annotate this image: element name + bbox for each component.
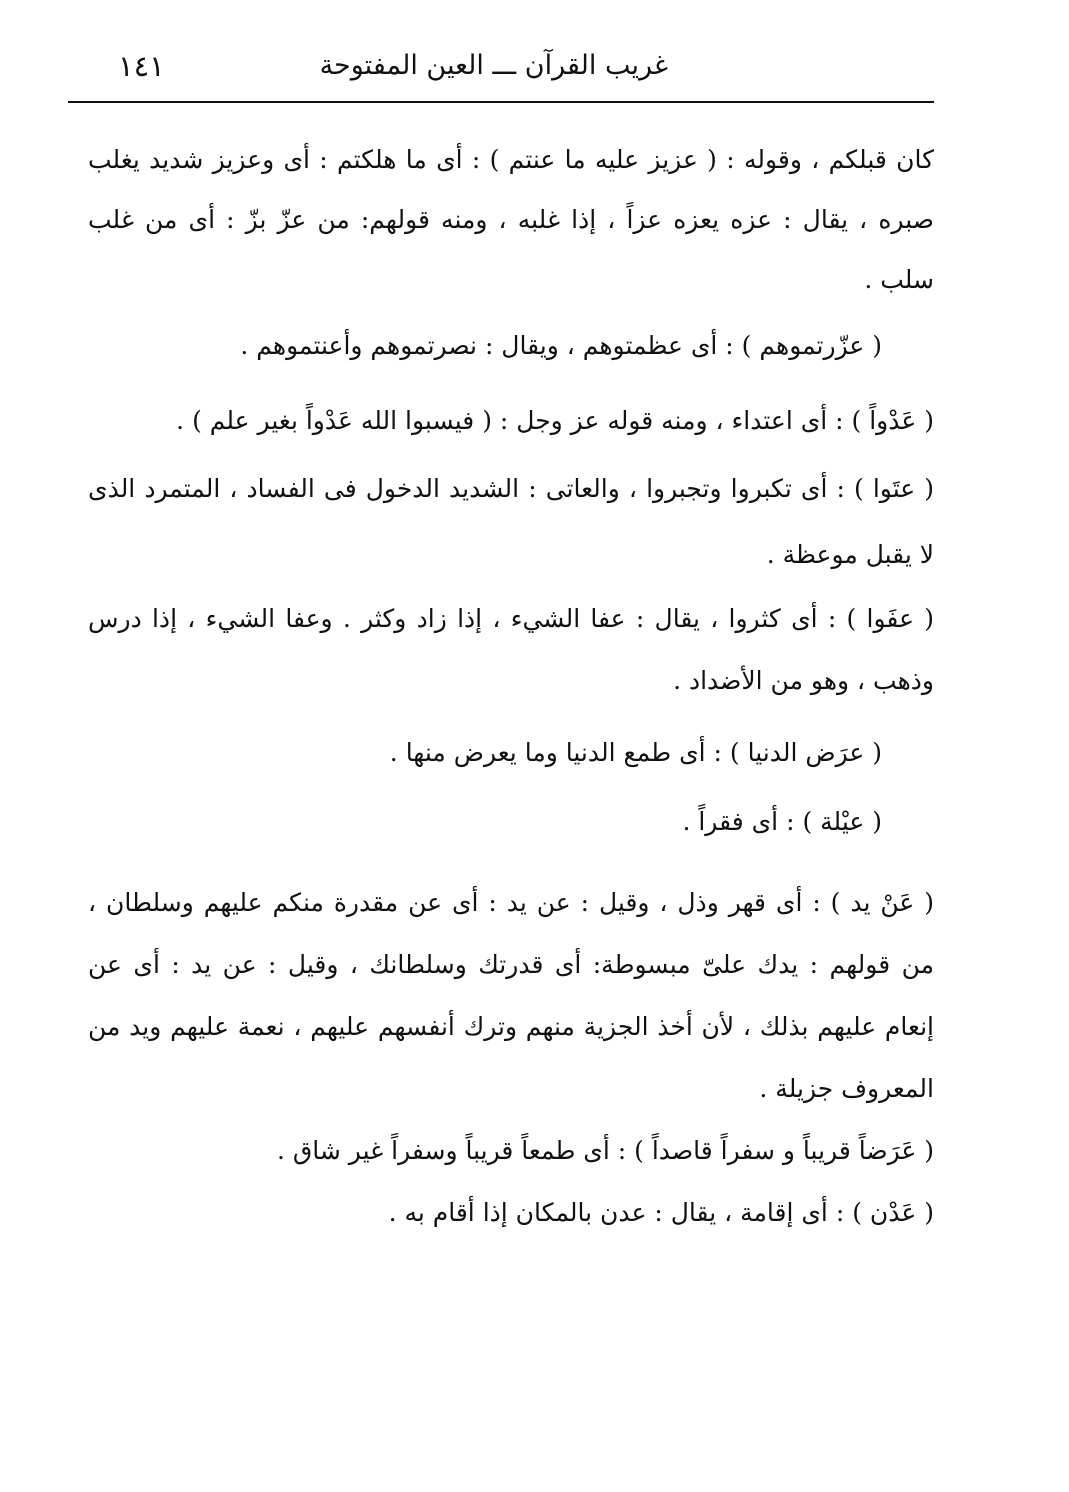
entry-azzartumuhum: ( عزّرتموهم ) : أى عظمتوهم ، ويقال : نصرتموهم وأعنتموهم . xyxy=(240,331,882,360)
running-title: غريب القرآن ـــ العين المفتوحة xyxy=(319,50,668,81)
entry-adwan: ( عَدْواً ) : أى اعتداء ، ومنه قوله عز وجل : ( فيسبوا الله عَدْواً بغير علم ) . xyxy=(176,406,934,435)
entry-an-yad: ( عَنْ يد ) : أى قهر وذل ، وقيل : عن يد : أى عن مقدرة منكم عليهم وسلطان ، من قولهم : يدك علىّ مبسوطة: أى قدرتك وسلطانك ، وقيل : عن يد : أى عن إنعام عليهم بذلك ، لأن أخذ الجزية منهم وترك أنفسهم عليهم ، نعمة عليهم ويد من المعروف جزيلة . xyxy=(88,888,934,1103)
entry-arad-al-dunya: ( عرَض الدنيا ) : أى طمع الدنيا وما يعرض منها . xyxy=(389,738,882,767)
entry-azizun: كان قبلكم ، وقوله : ( عزيز عليه ما عنتم ) : أى ما هلكتم : أى وعزيز شديد يغلب صبره ، يقال : عزه يعزه عزاً ، إذا غلبه ، ومنه قولهم: من عزّ بزّ : أى من غلب سلب . xyxy=(88,145,934,294)
entry-aradan-qariban: ( عَرَضاً قريباً و سفراً قاصداً ) : أى طمعاً قريباً وسفراً غير شاق . xyxy=(276,1136,934,1165)
entry-afaw: ( عفَوا ) : أى كثروا ، يقال : عفا الشيء ، إذا زاد وكثر . وعفا الشيء ، إذا درس وذهب ، وهو من الأضداد . xyxy=(88,604,934,695)
entry-aylah: ( عيْلة ) : أى فقراً . xyxy=(682,807,882,836)
entry-ataw: ( عتَوا ) : أى تكبروا وتجبروا ، والعاتى : الشديد الدخول فى الفساد ، المتمرد الذى لا يقبل موعظة . xyxy=(88,474,934,569)
page-body xyxy=(88,130,934,1244)
page-header xyxy=(68,40,934,102)
header-divider xyxy=(68,101,934,103)
entry-adn: ( عَدْن ) : أى إقامة ، يقال : عدن بالمكان إذا أقام به . xyxy=(388,1198,934,1227)
page-number: ١٤١ xyxy=(118,49,165,83)
